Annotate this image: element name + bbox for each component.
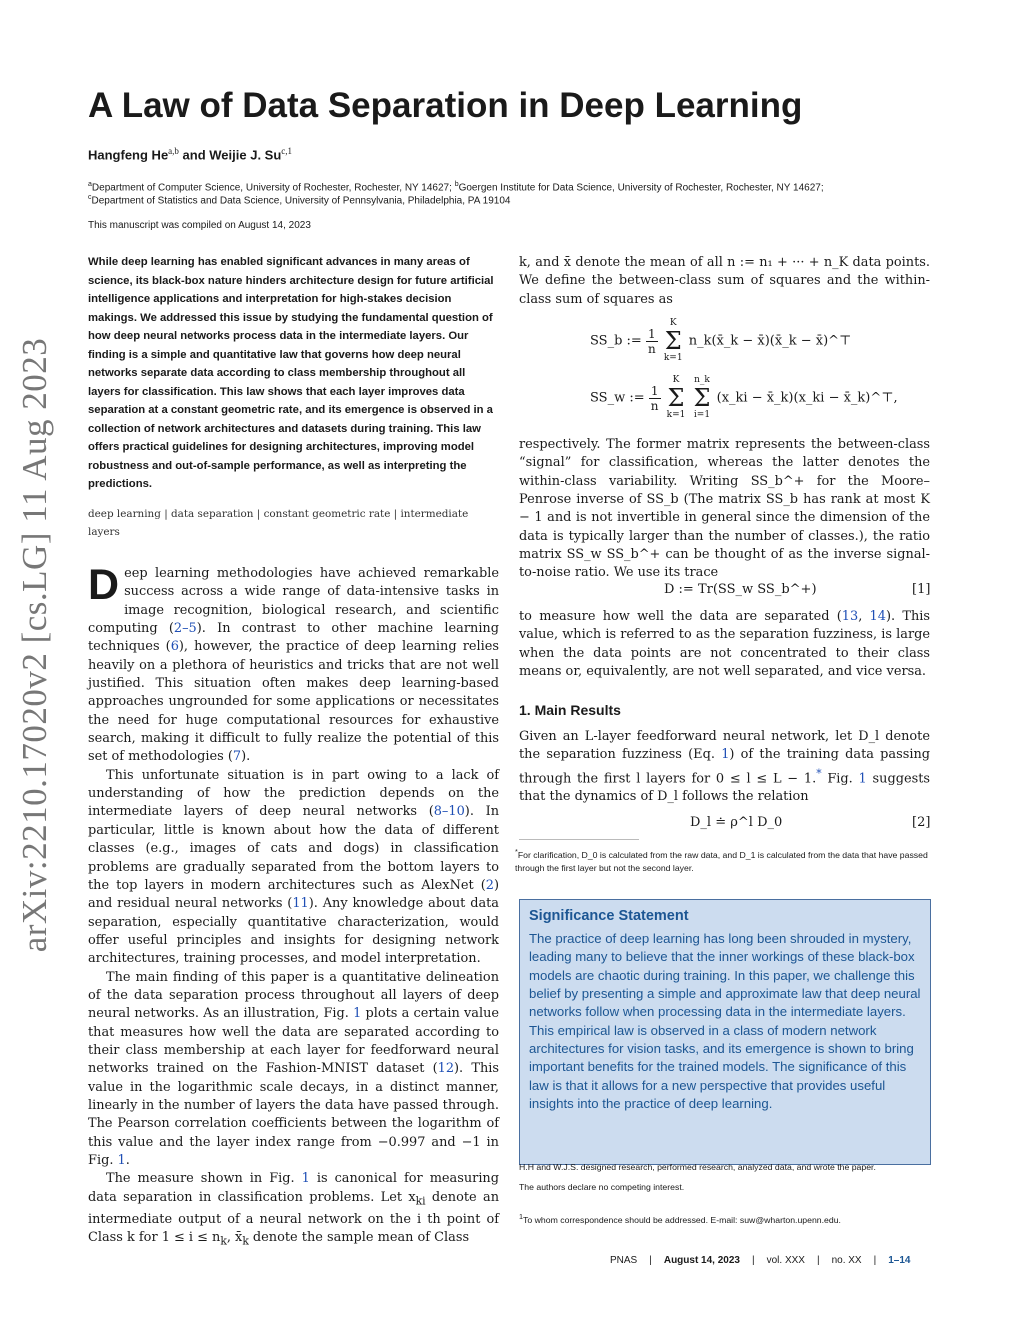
figure-link[interactable]: 1 — [858, 770, 867, 786]
equation-number: [2] — [912, 815, 931, 830]
abstract: While deep learning has enabled significant advances in many areas of science, its black-box nature hinders architecture design for future artificial intelligence applications and interpretation for high-stakes decision makings. We addressed this issue by studying the fundamental question of how deep neural networks process data in the intermediate layers. Our finding is a simple and quantitative law that governs how deep neural networks separate data according to class membership throughout all layers for classification. This law shows that each layer improves data separation at a constant geometric rate, and its emergence is observed in a collection of network architectures and datasets during training. This law offers practical guidelines for designing architectures, improving model robustness and out-of-sample performance, as well as interpreting the predictions. — [88, 256, 494, 490]
fraction — [649, 384, 661, 413]
text-run: eep learning methodologies have achieved remarkable success across a wide range of data-intensive tasks in image recognition, biological research, and scientific computing ( — [88, 566, 499, 637]
equation-ssb — [590, 318, 851, 364]
text-run: ), however, the practice of deep learning relies heavily on a plethora of heuristics and tricks that are not well justified. This situation often makes deep learning-based approaches ungrounded for some applications or necessitates the need for huge computational resources for exhaustive search, making it difficult to fully realize the potential of this set of methodologies ( — [88, 639, 499, 765]
left-column — [88, 561, 500, 1251]
figure-link[interactable]: 1 — [117, 1153, 126, 1168]
text-run: ). In contrast to other machine learning techniques ( — [88, 621, 499, 655]
footer-issue: no. XX — [831, 1255, 862, 1266]
significance-title: Significance Statement — [529, 908, 689, 924]
text-run: ). Any knowledge about data separation, especially quantitative characterization, would offer useful principles and insights for designing network architectures, training processes, and model interpretation. — [88, 896, 499, 967]
citation-link[interactable]: 14 — [869, 609, 886, 624]
text-run: ). In particular, little is known about how the data of different classes (e.g., images of cats and dogs) in classification problems are gradually separated from the bottom layers to the top layers in modern architectures such as AlexNet ( — [88, 804, 500, 893]
paragraph — [88, 1170, 499, 1251]
right-column-text — [519, 728, 930, 807]
paragraph — [88, 767, 499, 969]
text-run: plots a certain value that measures how well the data are separated according to their class membership at each layer for feedforward neural networks trained on the Fashion-MNIST dataset ( — [88, 1006, 499, 1077]
author-connector: and — [178, 147, 210, 163]
denominator: n — [647, 341, 656, 356]
footnote-text: For clarification, D_0 is calculated from the raw data, and D_1 is calculated from the data that have passed through the first layer but not the second layer. — [515, 849, 928, 873]
summation: K Σ k=1 — [663, 318, 683, 363]
footnote-mark: 1 — [519, 1212, 524, 1221]
significance-box — [519, 899, 931, 1165]
paragraph — [519, 608, 930, 681]
page-footer: PNAS | August 14, 2023 | vol. XXX | no. XX | 1–14 — [610, 1255, 911, 1266]
paragraph — [88, 561, 499, 767]
author-affiliation-mark: a,b — [168, 146, 179, 156]
text-run: is canonical for measuring data separation in classification problems. Let x — [88, 1171, 499, 1205]
paper-title: A Law of Data Separation in Deep Learning — [88, 86, 803, 125]
sum-lower: k=1 — [666, 410, 686, 420]
equation-number: [1] — [912, 582, 931, 597]
paragraph: respectively. The former matrix represents the between-class “signal” for classification, whereas the latter denotes the within-class variability. Writing SS_b^+ for the Moore–Penrose inverse of SS_b (The matrix SS_b has rank at most K − 1 and is not invertible in general since the dimension of the data is typically larger than the number of classes.), the ratio matrix SS_w SS_b^+ can be thought of as the inverse signal-to-noise ratio. We use its trace — [519, 437, 930, 581]
citation-link[interactable]: 6 — [170, 639, 179, 655]
keywords: deep learning | data separation | constant geometric rate | intermediate layers — [88, 508, 469, 538]
subscript: k — [220, 1234, 227, 1248]
text-run: . — [125, 1153, 130, 1168]
sum-upper: n_k — [694, 375, 710, 385]
correspondence-text: To whom correspondence should be addressed. E-mail: suw@wharton.upenn.edu. — [523, 1214, 841, 1225]
paragraph — [519, 728, 930, 807]
correspondence-note — [519, 1212, 841, 1225]
affiliation-line — [88, 181, 824, 193]
sum-upper: K — [669, 318, 677, 328]
compiled-date: This manuscript was compiled on August 14, 2023 — [88, 220, 311, 231]
sum-lower: k=1 — [663, 353, 683, 363]
author-name: Weijie J. Su — [209, 147, 282, 163]
equation-lhs: SS_b := — [590, 333, 642, 349]
footnote-mark: * — [515, 847, 518, 856]
contributions-note: H.H and W.J.S. designed research, performed research, analyzed data, and wrote the paper. — [519, 1162, 876, 1172]
affiliation-text: Department of Computer Science, University of Rochester, Rochester, NY 14627; — [91, 182, 455, 194]
numerator: 1 — [646, 327, 658, 342]
text-run: Given an L-layer feedforward neural network, let D_l denote the separation fuzziness (Eq. — [519, 729, 930, 763]
citation-link[interactable]: 11 — [292, 896, 309, 912]
footer-date: August 14, 2023 — [663, 1255, 740, 1266]
citation-link[interactable]: 8–10 — [433, 804, 465, 820]
fraction — [646, 327, 658, 356]
drop-cap: D — [88, 561, 120, 609]
competing-interest-note: The authors declare no competing interest. — [519, 1182, 685, 1192]
paragraph — [88, 969, 499, 1171]
citation-link[interactable]: 13 — [841, 609, 859, 624]
sum-upper: K — [672, 375, 680, 385]
footnote-rule — [519, 839, 639, 840]
footer-volume: vol. XXX — [766, 1255, 805, 1266]
author-affiliation-mark: c,1 — [281, 146, 293, 156]
text-run: , — [858, 609, 870, 624]
footnote-link[interactable]: * — [816, 766, 822, 780]
equation-2: D_l ≐ ρ^l D_0 — [690, 815, 783, 830]
section-heading: 1. Main Results — [519, 702, 621, 718]
text-run: denote the sample mean of Class — [248, 1229, 470, 1245]
text-run: denote an intermediate output of a neural network on the i th point of Class k for 1 ≤ i ≤ n — [88, 1189, 500, 1245]
significance-body: The practice of deep learning has long been shrouded in mystery, leading many to believe that the inner workings of these black-box models are chaotic during training. In this paper, we challenge this belief by presenting a simple and approximate law that deep neural networks follow when processing data in the intermediate layers. This empirical law is observed in a class of modern network architectures for vision tasks, and its emergence is shown to bring important benefits for the trained models. The significance of this law is that it allows for a new perspective that provides useful insights into the practice of deep learning. — [529, 931, 921, 1112]
affiliation-text: Goergen Institute for Data Science, University of Rochester, Rochester, NY 14627; — [458, 182, 824, 194]
text-run: ) and residual neural networks ( — [88, 877, 499, 912]
text-run: ). — [241, 749, 251, 765]
citation-link[interactable]: 2 — [485, 877, 494, 893]
affiliation-mark: a — [88, 181, 92, 188]
equation-1: D := Tr(SS_w SS_b^+) — [664, 582, 817, 597]
author-list — [88, 146, 292, 162]
equation-body: (x_ki − x̄_k)(x_ki − x̄_k)^⊤, — [716, 390, 898, 406]
summation: n_k Σ i=1 — [693, 375, 711, 420]
subscript: ki — [415, 1194, 426, 1208]
text-run: suggests that the dynamics of D_l follows the relation — [519, 770, 930, 805]
text-run: The main finding of this paper is a quantitative delineation of the data separation process throughout all layers of deep neural networks. As an illustration, Fig. — [88, 969, 499, 1022]
affiliation-text: Department of Statistics and Data Science, University of Pennsylvania, Philadelphia, PA 19104 — [91, 195, 511, 207]
numerator: 1 — [649, 384, 661, 399]
right-column-text — [519, 436, 930, 583]
figure-link[interactable]: 1 — [301, 1171, 310, 1187]
sum-lower: i=1 — [693, 410, 711, 420]
text-run: , x̄ — [226, 1229, 243, 1245]
journal-name: PNAS — [610, 1255, 638, 1266]
text-run: The measure shown in Fig. — [106, 1171, 302, 1187]
affiliation-mark: c — [88, 194, 92, 201]
text-run: to measure how well the data are separated ( — [519, 609, 842, 624]
text-run: This unfortunate situation is in part owing to a lack of understanding of how the prediction depends on the intermediate layers of deep neural networks ( — [88, 767, 499, 820]
author-name: Hangfeng He — [88, 147, 169, 163]
text-run: ). This value, which is referred to as the separation fuzziness, is large when the data points are not concentrated to their class means or, equivalently, are not well separated, and vice versa. — [519, 609, 930, 680]
citation-link[interactable]: 12 — [437, 1061, 455, 1077]
subscript: k — [242, 1234, 249, 1248]
paragraph: k, and x̄ denote the mean of all n := n₁ + ··· + n_K data points. We define the between-class sum of squares and the within-class sum of squares as — [519, 255, 930, 307]
affiliation-line — [88, 194, 510, 206]
equation-link[interactable]: 1 — [721, 747, 730, 763]
footnote — [515, 845, 935, 875]
page-range: 1–14 — [888, 1255, 911, 1266]
equation-ssw — [590, 375, 898, 421]
summation: K Σ k=1 — [666, 375, 686, 420]
text-run: Fig. — [821, 770, 859, 786]
figure-link[interactable]: 1 — [353, 1006, 362, 1022]
arxiv-stamp: arXiv:2210.17020v2 [cs.LG] 11 Aug 2023 — [15, 337, 54, 953]
equation-body: n_k(x̄_k − x̄)(x̄_k − x̄)^⊤ — [688, 333, 852, 349]
text-run: ). This value in the logarithmic scale decays, in a distinct manner, linearly in the number of layers the data have passed through. The Pearson correlation coefficients between the logarithm of this value and the layer index range from −0.997 and −1 in Fig. — [88, 1061, 499, 1168]
right-column-text — [519, 608, 930, 681]
affiliation-mark: b — [454, 181, 459, 188]
denominator: n — [650, 398, 659, 413]
right-column-intro — [519, 254, 930, 309]
equation-lhs: SS_w := — [590, 390, 645, 406]
text-run: ) of the training data passing through the first l layers for 0 ≤ l ≤ L − 1. — [519, 747, 931, 786]
citation-link[interactable]: 2–5 — [173, 621, 197, 637]
citation-link[interactable]: 7 — [232, 749, 242, 765]
